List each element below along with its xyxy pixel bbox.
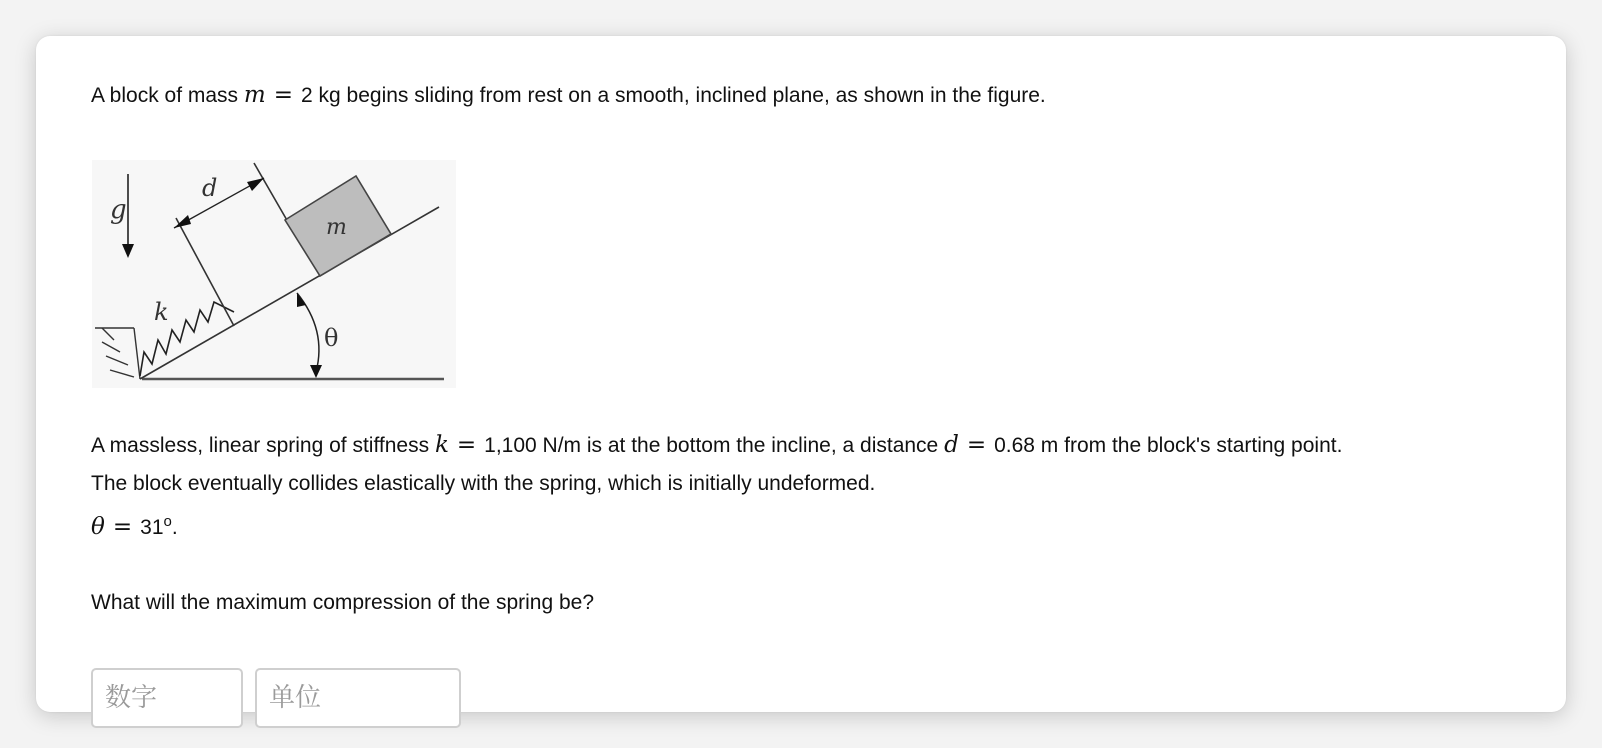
equals-sign: = [273, 82, 293, 108]
question-prompt [91, 584, 594, 622]
intro-paragraph [91, 76, 1536, 115]
intro-text: A block of mass [91, 84, 244, 107]
incline-diagram [92, 160, 456, 388]
equals-sign: = [112, 514, 133, 540]
label-d: d [202, 174, 218, 202]
number-input[interactable] [91, 668, 243, 728]
equals-sign: = [456, 432, 477, 458]
spring-text-end: 0.68 m from the block's starting point. [994, 434, 1343, 457]
theta-period: . [171, 516, 178, 539]
equals-sign: = [966, 432, 987, 458]
spring-paragraph [91, 426, 1342, 547]
intro-text-rest: 2 kg begins sliding from rest on a smooth, inclined plane, as shown in the figure. [301, 84, 1046, 107]
theta-line [91, 503, 1342, 547]
theta-variable: θ [91, 514, 105, 540]
collision-text: The block eventually collides elastically with the spring, which is initially undeformed. [91, 472, 876, 495]
incline-figure [92, 160, 456, 388]
figure-background [92, 160, 456, 388]
unit-input[interactable] [255, 668, 461, 728]
label-k: k [154, 298, 169, 326]
question-card [36, 36, 1566, 712]
distance-variable: d [944, 432, 959, 458]
stiffness-variable: k [434, 432, 449, 458]
spring-text-mid: 1,100 N/m is at the bottom the incline, a distance [484, 434, 945, 457]
label-theta: θ [324, 324, 339, 352]
label-m: m [326, 215, 347, 240]
theta-value: 31 [140, 516, 164, 539]
question-text: What will the maximum compression of the spring be? [91, 591, 595, 614]
mass-variable: m [243, 82, 266, 108]
answer-inputs [91, 668, 461, 728]
spring-text: A massless, linear spring of stiffness [91, 434, 435, 457]
degree-symbol: o [163, 513, 172, 530]
label-g: g [110, 195, 127, 225]
